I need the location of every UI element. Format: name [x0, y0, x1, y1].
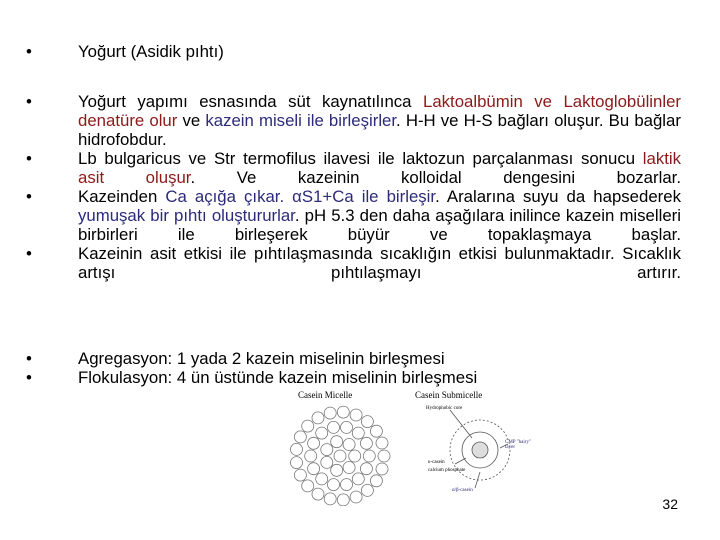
submicelle-circle — [324, 407, 336, 419]
submicelle-circle — [363, 450, 375, 462]
submicelle-circle — [291, 457, 303, 469]
casein-micelle-figure — [280, 388, 540, 506]
bullet-text-segment: Kazeinden — [78, 187, 166, 206]
micelle-cluster — [291, 406, 391, 506]
submicelle-circle — [376, 437, 388, 449]
figure-label-core: Hydrophobic core — [426, 406, 463, 411]
page-number: 32 — [662, 496, 678, 512]
top-bullet-list — [26, 42, 681, 61]
bullet-temperature — [26, 244, 681, 282]
bullet-text-segment: Laktoalbümin ve Laktoglobülinler denatüre olur — [78, 92, 682, 130]
figure-right-title: Casein Submicelle — [415, 390, 483, 400]
submicelle-circle — [370, 475, 382, 487]
figure-label-cmp: CMP "hairy" layer — [505, 440, 531, 450]
bullet-text — [78, 244, 681, 282]
submicelle-circle — [302, 420, 314, 432]
submicelle-circle — [321, 456, 333, 468]
submicelle-circle — [308, 463, 320, 475]
submicelle-circle — [328, 421, 340, 433]
bullet-dot: • — [26, 42, 32, 61]
submicelle-circle — [324, 493, 336, 505]
bullet-text: Agregasyon: 1 yada 2 kazein miselinin birleşmesi — [78, 349, 445, 368]
submicelle-circle — [361, 416, 373, 428]
submicelle-circle — [294, 469, 306, 481]
submicelle-circle — [328, 479, 340, 491]
bullet-aggregation — [26, 349, 681, 368]
submicelle-circle — [350, 409, 362, 421]
bullet-dot: • — [26, 349, 32, 368]
bullet-text-segment: Yoğurt yapımı esnasında süt kaynatılınca — [78, 92, 423, 111]
figure-left-title: Casein Micelle — [298, 390, 353, 400]
submicelle-diagram — [450, 410, 510, 488]
submicelle-circle — [378, 450, 390, 462]
submicelle-circle — [376, 463, 388, 475]
casein-micelle-diagram — [280, 388, 540, 506]
bullet-lactic-acid — [26, 149, 681, 187]
bullet-text-segment: kazein miseli ile birleşirler — [205, 111, 397, 130]
bottom-bullet-list — [26, 349, 681, 387]
submicelle-circle — [294, 431, 306, 443]
submicelle-circle — [352, 427, 364, 439]
submicelle-circle — [343, 462, 355, 474]
submicelle-circle — [360, 463, 372, 475]
submicelle-circle — [308, 437, 320, 449]
submicelle-circle — [331, 464, 343, 476]
submicelle-circle — [361, 484, 373, 496]
bullet-text-segment: ve — [177, 111, 206, 130]
submicelle-circle — [291, 443, 303, 455]
submicelle-circle — [352, 473, 364, 485]
bullet-dot: • — [26, 187, 32, 206]
submicelle-circle — [302, 480, 314, 492]
bullet-text-segment: . Aralarına suyu da hapsederek — [435, 187, 681, 206]
submicelle-circle — [337, 494, 349, 506]
submicelle-circle — [321, 444, 333, 456]
bullet-text-segment: Ca açığa çıkar. αS1+Ca ile birleşir — [165, 187, 436, 206]
submicelle-circle — [341, 479, 353, 491]
bullet-text: Flokulasyon: 4 ün üstünde kazein miselinin birleşmesi — [78, 368, 478, 387]
submicelle-circle — [316, 473, 328, 485]
bullet-text-segment: Lb bulgaricus ve Str termofilus ilavesi ile laktozun parçalanması sonucu — [78, 149, 643, 168]
bullet-dot: • — [26, 368, 32, 387]
submicelle-circle — [343, 439, 355, 451]
submicelle-circle — [350, 491, 362, 503]
submicelle-circle — [360, 437, 372, 449]
bullet-flocculation — [26, 368, 681, 387]
submicelle-circle — [349, 450, 361, 462]
figure-label-cap: calcium phosphate — [428, 468, 466, 473]
bullet-text: Yoğurt (Asidik pıhtı) — [78, 42, 224, 61]
figure-label-alpha-beta: α/β-casein — [452, 488, 473, 493]
submicelle-circle — [370, 425, 382, 437]
bullet-yogurt-heading — [26, 42, 681, 61]
submicelle-circle — [331, 436, 343, 448]
bullet-text-segment: yumuşak bir pıhtı oluştururlar — [78, 206, 295, 225]
submicelle-circle — [316, 427, 328, 439]
bullet-calcium — [26, 187, 681, 244]
bullet-dot: • — [26, 92, 32, 111]
bullet-denaturation — [26, 92, 681, 149]
submicelle-circle — [312, 412, 324, 424]
bullet-dot: • — [26, 149, 32, 168]
bullet-text-segment: . H-H ve H-S bağları oluşur. Bu bağlar hidrofobdur. — [78, 111, 681, 149]
bullet-text-segment: Kazeinin asit etkisi ile pıhtılaşmasında sıcaklığın etkisi bulunmaktadır. Sıcaklık artışı pıhtılaşmayı artırır. — [78, 244, 681, 282]
bullet-text-segment: laktik asit oluşur — [78, 149, 681, 187]
main-bullet-list — [26, 92, 681, 282]
bullet-text-segment: . Ve kazeinin kolloidal dengesini bozarlar. — [190, 168, 681, 187]
bullet-text — [78, 149, 681, 187]
submicelle-circle — [337, 406, 349, 418]
submicelle-circle — [312, 488, 324, 500]
submicelle-circle — [334, 450, 346, 462]
bullet-text — [78, 92, 681, 149]
bullet-text-segment: . pH 5.3 den daha aşağılara inilince kazein miselleri birbirleri ile birleşerek büyür ve topaklaşmaya başlar. — [78, 206, 681, 244]
figure-label-kappa: κ-casein — [428, 460, 445, 465]
bullet-text — [78, 187, 681, 244]
bullet-dot: • — [26, 244, 32, 263]
submicelle-circle — [305, 450, 317, 462]
submicelle-circle — [341, 421, 353, 433]
